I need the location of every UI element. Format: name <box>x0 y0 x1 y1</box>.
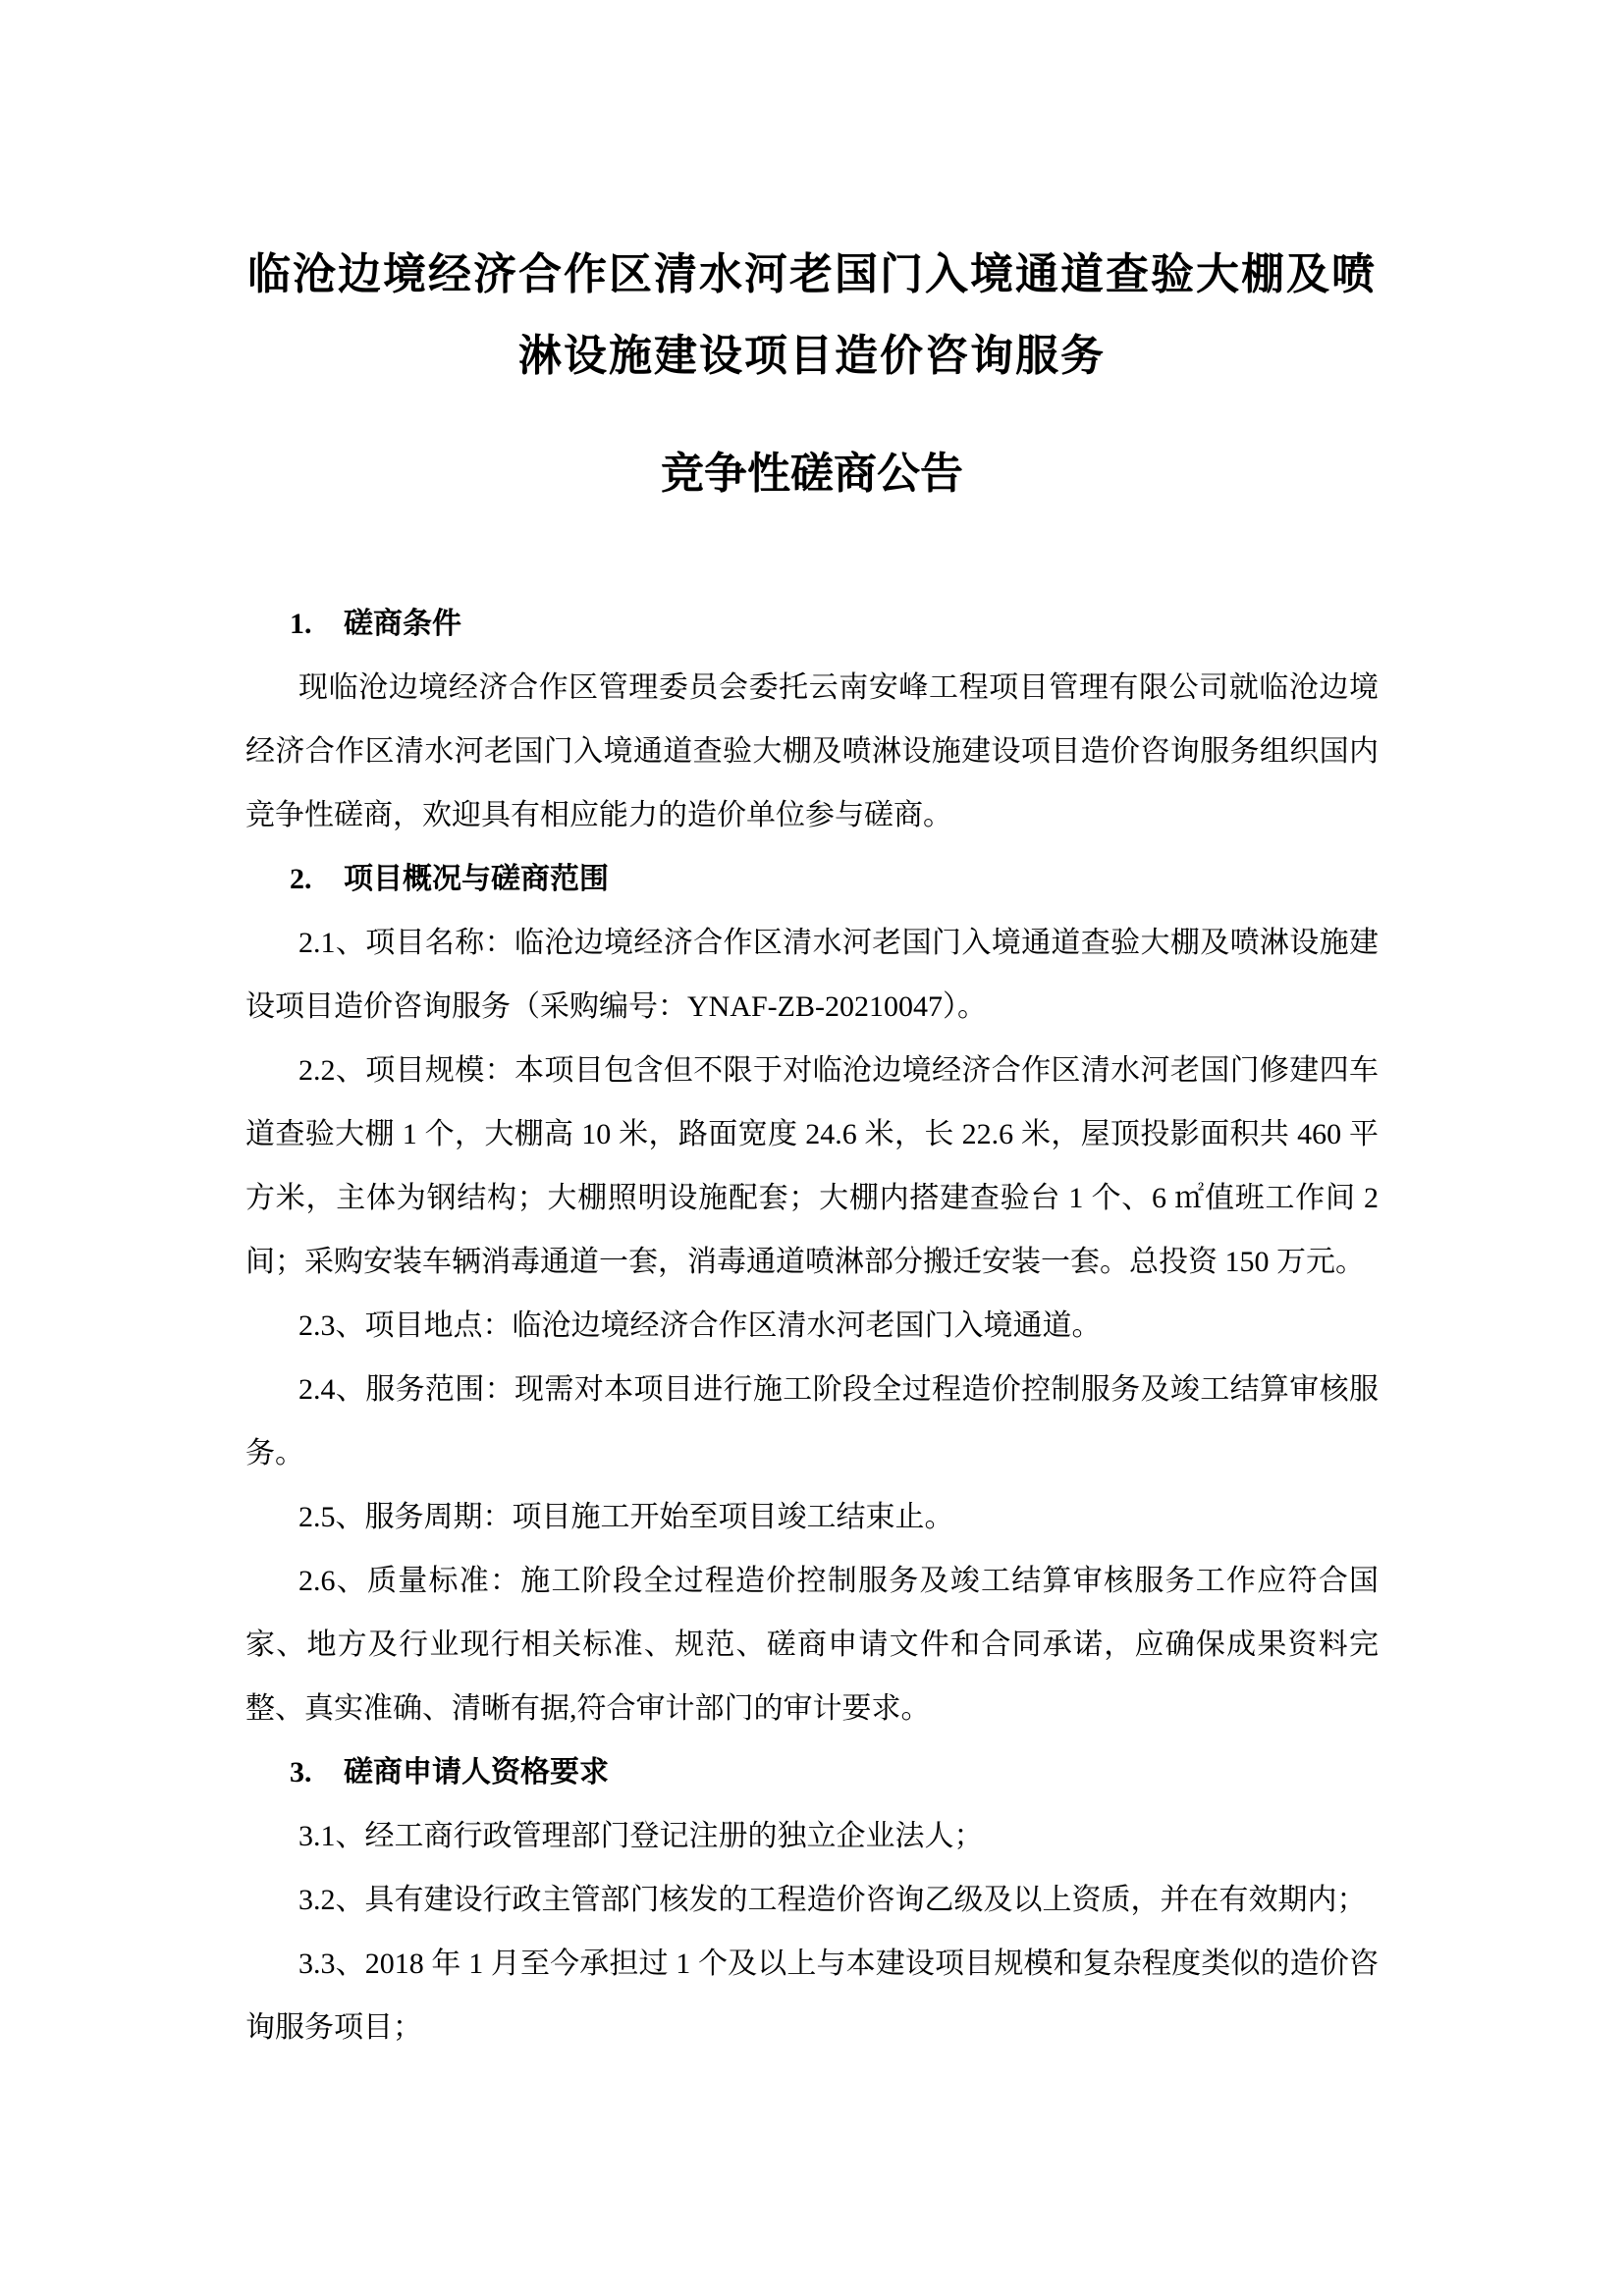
section-3-paragraph-2: 3.2、具有建设行政主管部门核发的工程造价咨询乙级及以上资质，并在有效期内； <box>298 1884 1367 1916</box>
title-line-1: 临沧边境经济合作区清水河老国门入境通道查验大棚及喷 <box>247 250 1377 298</box>
section-1-heading <box>245 592 1379 656</box>
section-3-paragraph-1: 3.1、经工商行政管理部门登记注册的独立企业法人； <box>298 1820 984 1852</box>
section-1-paragraph-1: 现临沧边境经济合作区管理委员会委托云南安峰工程项目管理有限公司就临沧边境经济合作区清水河老国门入境通道查验大棚及喷淋设施建设项目造价咨询服务组织国内竞争性磋商，欢迎具有相应能力的造价单位参与磋商。 <box>245 671 1379 831</box>
section-2-heading <box>245 847 1379 911</box>
section-3-title: 磋商申请人资格要求 <box>344 1756 609 1789</box>
section-3-paragraph-3: 3.3、2018 年 1 月至今承担过 1 个及以上与本建设项目规模和复杂程度类似的造价咨询服务项目； <box>245 1948 1379 2044</box>
section-1-number: 1. <box>290 608 312 640</box>
section-2-paragraph-3: 2.3、项目地点：临沧边境经济合作区清水河老国门入境通道。 <box>298 1309 1102 1342</box>
document-body <box>245 592 1379 2059</box>
section-2-paragraph-1: 2.1、项目名称：临沧边境经济合作区清水河老国门入境通道查验大棚及喷淋设施建设项目造价咨询服务（采购编号：YNAF-ZB-20210047）。 <box>245 927 1379 1023</box>
document-title <box>245 234 1379 397</box>
section-2-paragraph-6: 2.6、质量标准：施工阶段全过程造价控制服务及竣工结算审核服务工作应符合国家、地方及行业现行相关标准、规范、磋商申请文件和合同承诺，应确保成果资料完整、真实准确、清晰有据,符合审计部门的审计要求。 <box>245 1565 1379 1725</box>
section-2-paragraph-4: 2.4、服务范围：现需对本项目进行施工阶段全过程造价控制服务及竣工结算审核服务。 <box>245 1373 1379 1469</box>
section-3-number: 3. <box>290 1756 312 1789</box>
document-subtitle: 竞争性磋商公告 <box>661 450 963 498</box>
title-line-2: 淋设施建设项目造价咨询服务 <box>518 332 1106 380</box>
section-2-title: 项目概况与磋商范围 <box>344 863 609 895</box>
section-3-heading <box>245 1740 1379 1804</box>
section-1-title: 磋商条件 <box>344 608 461 640</box>
section-2-paragraph-5: 2.5、服务周期：项目施工开始至项目竣工结束止。 <box>298 1501 954 1533</box>
section-2-paragraph-2: 2.2、项目规模：本项目包含但不限于对临沧边境经济合作区清水河老国门修建四车道查验大棚 1 个，大棚高 10 米，路面宽度 24.6 米，长 22.6 米，屋顶投影面积共 460 平方米，主体为钢结构；大棚照明设施配套；大棚内搭建查验台 1 个、6 ㎡值班工作间 2 间；采购安装车辆消毒通道一套，消毒通道喷淋部分搬迁安装一套。总投资 150 万元。 <box>245 1054 1379 1278</box>
section-2-number: 2. <box>290 863 312 895</box>
